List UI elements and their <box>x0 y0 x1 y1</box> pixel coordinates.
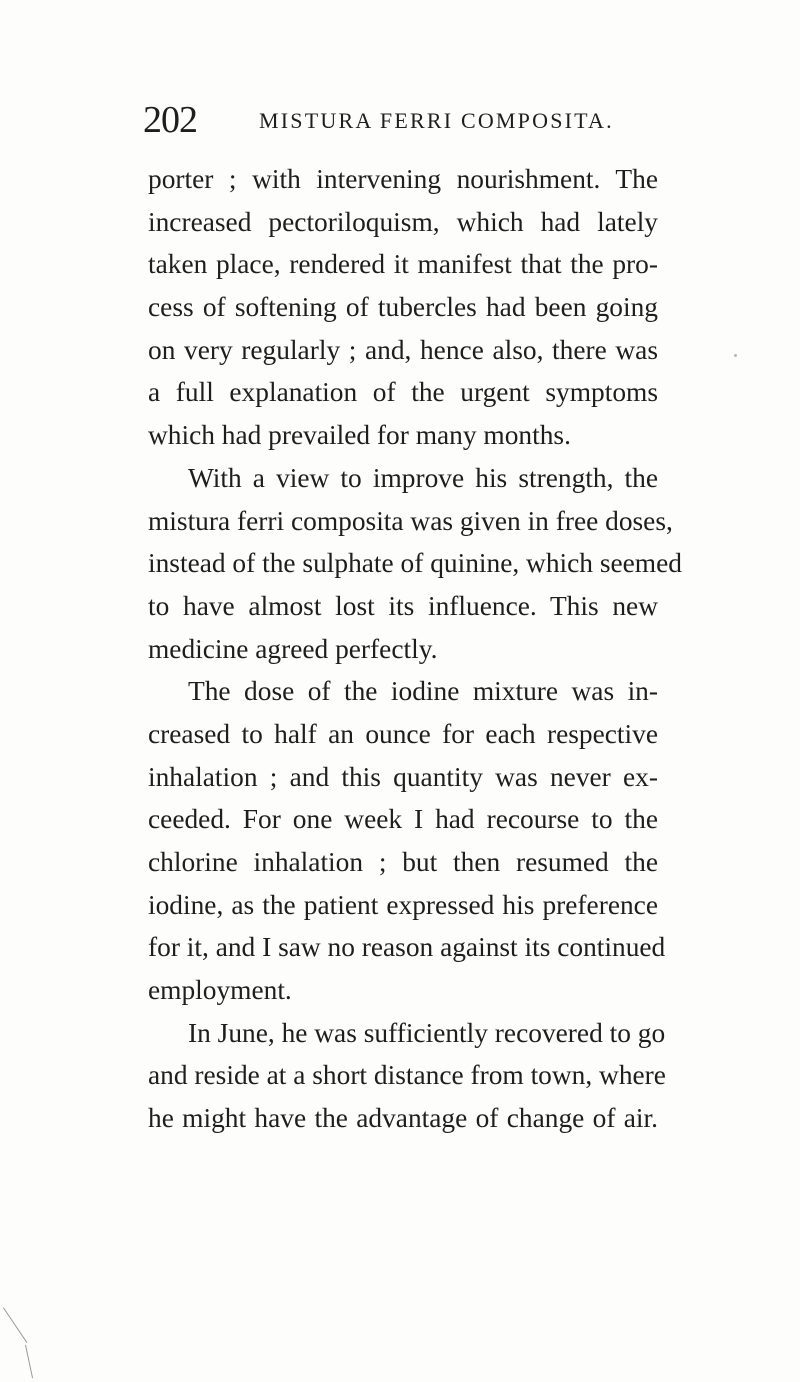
paper-mark <box>25 1345 33 1378</box>
page-number: 202 <box>143 99 197 141</box>
text-line: medicine agreed perfectly. <box>148 633 438 664</box>
text-line: porter ; with intervening nourishment. The <box>148 164 658 194</box>
text-line: taken place, rendered it manifest that the pro- <box>148 249 658 280</box>
text-line: ceeded. For one week I had recourse to the <box>148 804 658 835</box>
text-line: and reside at a short distance from town, where <box>148 1060 666 1091</box>
text-line: cess of softening of tubercles had been going <box>148 292 658 323</box>
text-line: to have almost lost its influence. This new <box>148 590 658 621</box>
text-line: iodine, as the patient expressed his preference <box>148 889 658 920</box>
text-line: instead of the sulphate of quinine, which seemed <box>148 548 682 579</box>
text-line: creased to half an ounce for each respective <box>148 718 658 749</box>
text-line: employment. <box>148 975 292 1006</box>
text-line: which had prevailed for many months. <box>148 420 571 451</box>
paper-speck <box>734 354 737 357</box>
body-text <box>148 158 682 1140</box>
paragraph-start-line: With a view to improve his strength, the <box>188 462 658 493</box>
text-line: on very regularly ; and, hence also, there was <box>148 334 658 365</box>
text-line: chlorine inhalation ; but then resumed the <box>148 847 658 877</box>
text-line: inhalation ; and this quantity was never ex- <box>148 761 658 792</box>
text-line: for it, and I saw no reason against its continued <box>148 932 666 963</box>
text-line: mistura ferri composita was given in free doses, <box>148 505 673 536</box>
text-line: increased pectoriloquism, which had lately <box>148 206 658 237</box>
paragraph-start-line: In June, he was sufficiently recovered to go <box>188 1017 666 1048</box>
text-line: a full explanation of the urgent symptoms <box>148 377 658 408</box>
paragraph-start-line: The dose of the iodine mixture was in- <box>188 676 658 707</box>
page-header <box>143 98 653 142</box>
paper-mark <box>3 1307 27 1342</box>
text-line: he might have the advantage of change of air. <box>148 1103 658 1134</box>
running-head: MISTURA FERRI COMPOSITA. <box>259 108 614 133</box>
